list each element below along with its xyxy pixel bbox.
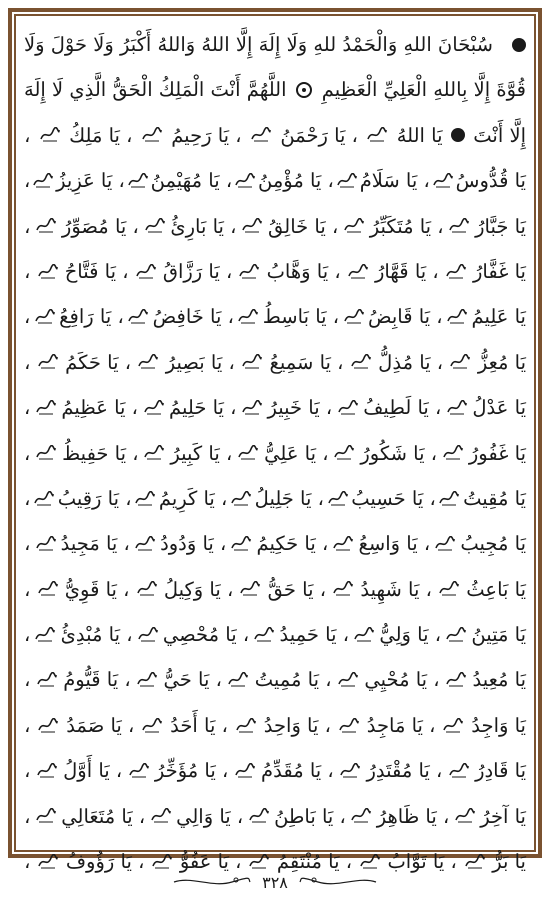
text-line — [24, 476, 526, 521]
jalla-jalaluhu-icon — [34, 309, 56, 325]
jalla-jalaluhu-icon — [237, 445, 259, 461]
jalla-jalaluhu-icon — [253, 627, 275, 643]
jalla-jalaluhu-icon — [39, 127, 61, 143]
jalla-jalaluhu-icon — [137, 354, 159, 370]
jalla-jalaluhu-icon — [35, 445, 57, 461]
jalla-jalaluhu-icon — [239, 581, 261, 597]
prayer-text — [24, 22, 526, 884]
jalla-jalaluhu-icon — [143, 445, 165, 461]
jalla-jalaluhu-icon — [333, 445, 355, 461]
text-line — [24, 67, 526, 112]
text-line — [24, 748, 526, 793]
text-segment: ، يَا خَبِيرُ — [267, 396, 333, 420]
jalla-jalaluhu-icon — [230, 491, 252, 507]
text-segment: ، — [24, 123, 31, 147]
text-segment: ، — [24, 850, 31, 874]
text-segment: ، يَا شَهِيدُ — [360, 577, 432, 601]
text-segment: ، يَا مَلِكُ — [69, 123, 133, 147]
text-segment: ، يَا حَمِيدُ — [279, 623, 350, 647]
text-segment: يَا عَلِيمُ — [471, 305, 526, 329]
text-segment: ، يَا حَيُّ — [163, 668, 222, 692]
jalla-jalaluhu-icon — [237, 309, 259, 325]
text-segment: ، يَا حَقُّ — [267, 577, 327, 601]
jalla-jalaluhu-icon — [446, 309, 468, 325]
jalla-jalaluhu-icon — [442, 718, 464, 734]
jalla-jalaluhu-icon — [37, 264, 59, 280]
text-segment: يَا قَادِرُ — [475, 759, 526, 783]
jalla-jalaluhu-icon — [446, 400, 468, 416]
text-segment: ، يَا حَكِيمُ — [256, 532, 329, 556]
text-line — [24, 158, 526, 203]
text-segment: يَا مُعِيدُ — [472, 668, 526, 692]
jalla-jalaluhu-icon — [32, 173, 54, 189]
jalla-jalaluhu-icon — [336, 173, 358, 189]
text-segment: يَا مَتِينُ — [471, 623, 526, 647]
jalla-jalaluhu-icon — [454, 808, 476, 824]
jalla-jalaluhu-icon — [143, 400, 165, 416]
text-segment: ، يَا رَحْمَنُ — [280, 123, 358, 147]
jalla-jalaluhu-icon — [339, 763, 361, 779]
jalla-jalaluhu-icon — [432, 173, 454, 189]
text-segment: ، يَا صَمَدُ — [66, 713, 135, 737]
jalla-jalaluhu-icon — [35, 218, 57, 234]
jalla-jalaluhu-icon — [35, 400, 57, 416]
jalla-jalaluhu-icon — [33, 491, 55, 507]
text-segment: ، يَا مُؤَخِّرُ — [154, 759, 229, 783]
jalla-jalaluhu-icon — [337, 400, 359, 416]
jalla-jalaluhu-icon — [445, 264, 467, 280]
text-segment: ، يَا عَزِيزُ — [56, 169, 125, 193]
text-line — [24, 431, 526, 476]
text-segment: ، يَا رَافِعُ — [59, 305, 124, 329]
jalla-jalaluhu-icon — [343, 218, 365, 234]
text-segment: ، يَا مَجِيدُ — [60, 532, 130, 556]
text-segment: يَا آخِرُ — [480, 804, 526, 828]
text-segment: ، يَا وَاسِعُ — [358, 532, 431, 556]
text-segment: ، — [24, 759, 31, 783]
jalla-jalaluhu-icon — [449, 354, 471, 370]
jalla-jalaluhu-icon — [34, 627, 56, 643]
jalla-jalaluhu-icon — [366, 127, 388, 143]
jalla-jalaluhu-icon — [338, 718, 360, 734]
jalla-jalaluhu-icon — [128, 763, 150, 779]
text-segment: ، يَا جَلِيلُ — [254, 486, 324, 510]
jalla-jalaluhu-icon — [136, 581, 158, 597]
text-segment: ، — [24, 532, 31, 556]
jalla-jalaluhu-icon — [127, 309, 149, 325]
text-segment: ، يَا وَهَّابُ — [266, 259, 341, 283]
text-segment: اللَّهُمَّ أَنْتَ الْمَلِكُ الْحَقُّ الَّذِي لَا إِلَهَ — [24, 78, 287, 102]
text-segment: يَا مُقِيتُ — [463, 486, 526, 510]
text-segment: ، يَا مُمِيتُ — [254, 668, 332, 692]
text-segment: ، يَا قَوِيُّ — [64, 577, 130, 601]
text-segment: يَا وَاجِدُ — [471, 713, 526, 737]
text-segment: ، يَا بَاطِنُ — [274, 804, 346, 828]
jalla-jalaluhu-icon — [241, 218, 263, 234]
text-line — [24, 703, 526, 748]
jalla-jalaluhu-icon — [136, 672, 158, 688]
jalla-jalaluhu-icon — [36, 672, 58, 688]
text-segment: ، يَا وَدُودُ — [160, 532, 227, 556]
text-segment: ، يَا مُقَدِّمُ — [261, 759, 334, 783]
jalla-jalaluhu-icon — [227, 672, 249, 688]
text-segment: ، — [24, 577, 31, 601]
jalla-jalaluhu-icon — [241, 400, 263, 416]
text-segment: ، يَا مُؤْمِنُ — [257, 169, 334, 193]
text-segment: ، يَا خَالِقُ — [267, 214, 339, 238]
text-segment: ، — [24, 441, 31, 465]
jalla-jalaluhu-icon — [327, 491, 349, 507]
jalla-jalaluhu-icon — [353, 627, 375, 643]
jalla-jalaluhu-icon — [35, 536, 57, 552]
text-segment: ، يَا سَمِيعُ — [269, 350, 344, 374]
dot-ornament-icon — [512, 38, 526, 52]
jalla-jalaluhu-icon — [127, 173, 149, 189]
text-segment: ، يَا مُنْتَقِمُ — [276, 850, 353, 874]
text-segment: يَا مُعِزُّ — [477, 350, 526, 374]
text-line — [24, 521, 526, 566]
text-line — [24, 22, 526, 67]
dot-ornament-icon — [451, 128, 465, 142]
text-segment: ، يَا عَظِيمُ — [61, 396, 138, 420]
jalla-jalaluhu-icon — [434, 536, 456, 552]
jalla-jalaluhu-icon — [144, 218, 166, 234]
text-segment: ، يَا خَافِضُ — [152, 305, 234, 329]
jalla-jalaluhu-icon — [35, 808, 57, 824]
text-line — [24, 204, 526, 249]
text-segment: ، يَا كَرِيمُ — [158, 486, 228, 510]
text-line — [24, 612, 526, 657]
jalla-jalaluhu-icon — [343, 309, 365, 325]
text-line — [24, 113, 526, 158]
text-line — [24, 249, 526, 294]
jalla-jalaluhu-icon — [150, 808, 172, 824]
text-segment: ، — [24, 214, 31, 238]
text-segment: ، يَا مُذِلُّ — [378, 350, 444, 374]
text-segment: ، يَا مُتَكَبِّرُ — [369, 214, 444, 238]
text-segment: ، يَا قَابِضُ — [367, 305, 443, 329]
jalla-jalaluhu-icon — [337, 672, 359, 688]
text-segment: ، — [24, 396, 31, 420]
text-segment: ، يَا مُقْتَدِرُ — [366, 759, 443, 783]
text-segment: ، يَا رَؤُوفُ — [65, 850, 145, 874]
text-segment: ، — [24, 169, 31, 193]
text-segment: ، يَا عَلِيُّ — [264, 441, 329, 465]
jalla-jalaluhu-icon — [141, 718, 163, 734]
jalla-jalaluhu-icon — [438, 581, 460, 597]
text-line — [24, 794, 526, 839]
text-segment: ، يَا رَقِيبُ — [57, 486, 132, 510]
text-segment: ، يَا مُهَيْمِنُ — [150, 169, 233, 193]
text-segment: يَا جَبَّارُ — [475, 214, 526, 238]
text-segment: ، يَا فَتَّاحُ — [64, 259, 129, 283]
text-segment: ، يَا شَكُورُ — [360, 441, 438, 465]
jalla-jalaluhu-icon — [234, 173, 256, 189]
flower-ornament-icon — [296, 82, 312, 98]
jalla-jalaluhu-icon — [445, 627, 467, 643]
jalla-jalaluhu-icon — [442, 445, 464, 461]
jalla-jalaluhu-icon — [134, 536, 156, 552]
text-segment: ، يَا وَكِيلُ — [163, 577, 234, 601]
text-segment: يَا بَرُّ — [492, 850, 526, 874]
text-line — [24, 385, 526, 430]
jalla-jalaluhu-icon — [37, 581, 59, 597]
text-segment: ، يَا ظَاهِرُ — [376, 804, 450, 828]
text-segment: قُوَّةَ إِلَّا بِاللهِ الْعَلِيِّ الْعَظِيمِ — [321, 78, 526, 102]
text-segment: يَا مُجِيبُ — [460, 532, 526, 556]
text-segment: ، يَا مُتَعَالِي — [61, 804, 146, 828]
flourish-left-icon — [172, 875, 252, 889]
text-segment: ، يَا قَيُّومُ — [63, 668, 131, 692]
text-line — [24, 657, 526, 702]
text-line — [24, 340, 526, 385]
text-segment: ، يَا لَطِيفُ — [363, 396, 442, 420]
jalla-jalaluhu-icon — [448, 218, 470, 234]
jalla-jalaluhu-icon — [230, 536, 252, 552]
text-segment: ، يَا أَوَّلُ — [63, 759, 123, 783]
text-segment: يَا اللهُ — [396, 123, 443, 147]
text-segment: يَا غَفُورُ — [468, 441, 526, 465]
text-segment: ، — [24, 804, 31, 828]
jalla-jalaluhu-icon — [250, 127, 272, 143]
jalla-jalaluhu-icon — [438, 491, 460, 507]
text-segment: ، يَا مُحْيِي — [364, 668, 440, 692]
jalla-jalaluhu-icon — [248, 808, 270, 824]
text-line — [24, 294, 526, 339]
jalla-jalaluhu-icon — [135, 264, 157, 280]
text-segment: سُبْحَانَ اللهِ وَالْحَمْدُ للهِ وَلَا إِلَهَ إِلَّا اللهُ وَاللهُ أَكْبَرُ وَلَا حَوْلَ وَلَا — [24, 33, 494, 56]
text-segment: ، يَا أَحَدُ — [170, 713, 228, 737]
text-segment: ، يَا مُبْدِئُ — [60, 623, 133, 647]
text-segment: يَا غَفَّارُ — [473, 259, 526, 283]
jalla-jalaluhu-icon — [448, 763, 470, 779]
jalla-jalaluhu-icon — [238, 264, 260, 280]
page-footer — [0, 868, 550, 896]
text-segment: ، يَا حَكَمُ — [65, 350, 132, 374]
text-segment: ، يَا وَاحِدُ — [263, 713, 331, 737]
jalla-jalaluhu-icon — [234, 763, 256, 779]
jalla-jalaluhu-icon — [332, 581, 354, 597]
text-segment: ، يَا رَحِيمُ — [171, 123, 242, 147]
text-segment: ، — [24, 623, 31, 647]
jalla-jalaluhu-icon — [347, 264, 369, 280]
text-segment: ، يَا مُصَوِّرُ — [61, 214, 139, 238]
text-segment: ، — [24, 305, 31, 329]
text-segment: ، يَا بَاسِطُ — [262, 305, 340, 329]
text-segment: ، يَا بَارِئُ — [170, 214, 237, 238]
text-segment: ، يَا مُحْصِي — [162, 623, 250, 647]
jalla-jalaluhu-icon — [137, 627, 159, 643]
text-segment: ، يَا كَبِيرُ — [170, 441, 233, 465]
text-segment: ، — [24, 486, 31, 510]
text-segment: يَا قُدُّوسُ — [455, 169, 526, 193]
jalla-jalaluhu-icon — [134, 491, 156, 507]
page-number: ٣٢٨ — [262, 872, 288, 892]
text-segment: يَا بَاعِثُ — [466, 577, 526, 601]
jalla-jalaluhu-icon — [350, 354, 372, 370]
text-segment: ، يَا حَسِيبُ — [351, 486, 436, 510]
jalla-jalaluhu-icon — [141, 127, 163, 143]
jalla-jalaluhu-icon — [36, 763, 58, 779]
text-segment: ، يَا حَفِيظُ — [62, 441, 139, 465]
text-segment: ، — [24, 668, 31, 692]
text-segment: ، يَا تَوَّابُ — [387, 850, 457, 874]
jalla-jalaluhu-icon — [37, 354, 59, 370]
text-segment: يَا عَدْلُ — [472, 396, 526, 420]
jalla-jalaluhu-icon — [241, 354, 263, 370]
text-line — [24, 567, 526, 612]
flourish-right-icon — [298, 875, 378, 889]
text-segment: ، — [24, 350, 31, 374]
jalla-jalaluhu-icon — [445, 672, 467, 688]
text-segment: ، يَا عَفُوُّ — [179, 850, 242, 874]
jalla-jalaluhu-icon — [350, 808, 372, 824]
text-segment: ، يَا بَصِيرُ — [165, 350, 235, 374]
text-segment: ، — [24, 713, 31, 737]
jalla-jalaluhu-icon — [332, 536, 354, 552]
text-segment: ، يَا وَلِيُّ — [379, 623, 442, 647]
text-segment: ، — [24, 259, 31, 283]
text-segment: ، يَا قَهَّارُ — [374, 259, 439, 283]
text-segment: ، يَا وَالِي — [176, 804, 244, 828]
text-segment: إِلَّا أَنْتَ — [473, 123, 526, 147]
text-segment: ، يَا حَلِيمُ — [169, 396, 237, 420]
jalla-jalaluhu-icon — [235, 718, 257, 734]
text-segment: ، يَا مَاجِدُ — [366, 713, 436, 737]
text-segment: ، يَا سَلَامُ — [359, 169, 430, 193]
jalla-jalaluhu-icon — [37, 718, 59, 734]
text-segment: ، يَا رَزَّاقُ — [162, 259, 233, 283]
